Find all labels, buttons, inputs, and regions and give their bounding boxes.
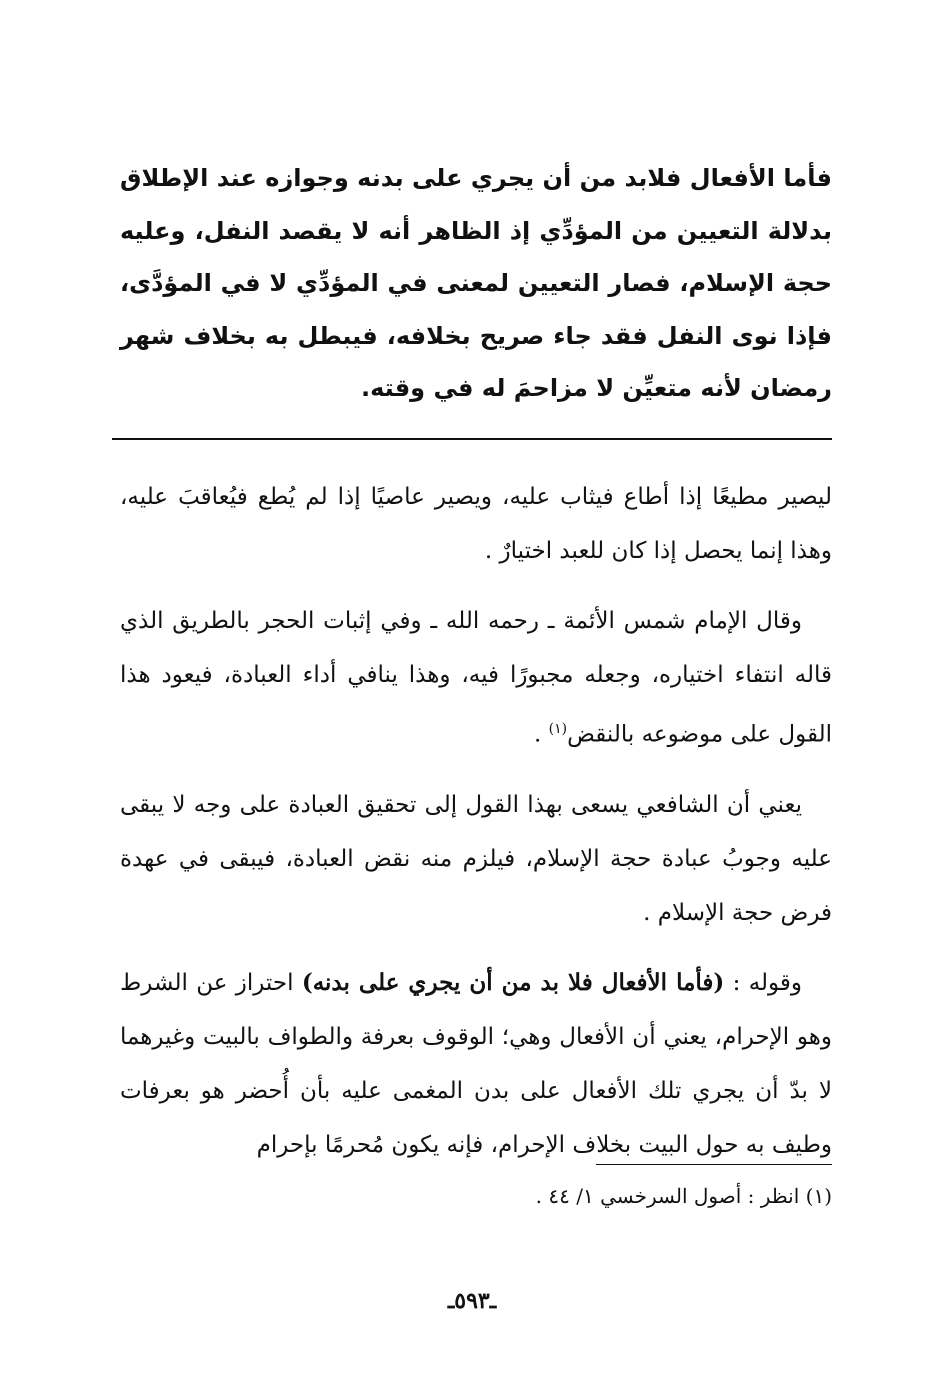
page-number: ـ٥٩٣ـ xyxy=(447,1288,497,1314)
commentary-paragraph-4 xyxy=(120,956,832,1172)
commentary-paragraph-2-text: وقال الإمام شمس الأئمة ـ رحمه الله ـ وفي إثبات الحجر بالطريق الذي قاله انتفاء اختياره، وجعله مجبورًا فيه، وهذا ينافي أداء العبادة، فيعود هذا القول على موضوعه بالنقض xyxy=(120,608,832,748)
matn-text-block xyxy=(120,152,832,415)
commentary-block xyxy=(120,470,832,1188)
footnote: (١) انظر : أصول السرخسي ١/ ٤٤ . xyxy=(535,1184,832,1208)
commentary-paragraph-2-end: . xyxy=(534,721,542,748)
section-divider xyxy=(112,438,832,440)
commentary-paragraph-2 xyxy=(120,594,832,762)
footnote-reference: (١) xyxy=(548,721,568,737)
matn-quotation: (فأما الأفعال فلا بد من أن يجري على بدنه) xyxy=(301,968,725,996)
commentary-paragraph-4-lead: وقوله : xyxy=(732,969,803,996)
commentary-paragraph-1: ليصير مطيعًا إذا أطاع فيثاب عليه، ويصير عاصيًا إذا لم يُطع فيُعاقبَ عليه، وهذا إنما يحصل إذا كان للعبد اختيارٌ . xyxy=(120,484,832,564)
matn-paragraph: فأما الأفعال فلابد من أن يجري على بدنه وجوازه عند الإطلاق بدلالة التعيين من المؤدِّي إذ الظاهر أنه لا يقصد النفل، وعليه حجة الإسلام، فصار التعيين لمعنى في المؤدِّي لا في المؤدَّى، فإذا نوى النفل فقد جاء صريح بخلافه، فيبطل به بخلاف شهر رمضان لأنه متعيِّن لا مزاحمَ له في وقته. xyxy=(120,164,832,402)
commentary-paragraph-3: يعني أن الشافعي يسعى بهذا القول إلى تحقيق العبادة على وجه لا يبقى عليه وجوبُ عبادة حجة الإسلام، فيلزم منه نقض العبادة، فيبقى في عهدة فرض حجة الإسلام . xyxy=(120,791,832,926)
footnote-separator xyxy=(596,1164,832,1165)
commentary-paragraph-4-rest: احتراز عن الشرط وهو الإحرام، يعني أن الأفعال وهي؛ الوقوف بعرفة والطواف بالبيت وغيرهما لا بدّ أن يجري تلك الأفعال على بدن المغمى عليه بأن أُحضر هو بعرفات وطيف به حول البيت بخلاف الإحرام، فإنه يكون مُحرمًا بإحرام xyxy=(120,969,832,1158)
